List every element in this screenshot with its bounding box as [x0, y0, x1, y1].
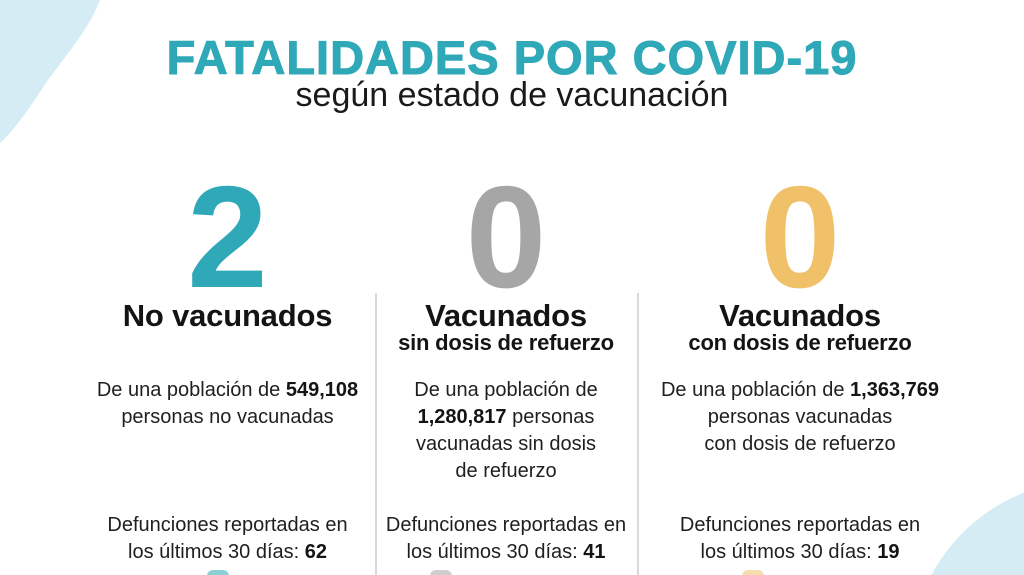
stat-line: Defunciones reportadas en: [107, 514, 348, 536]
stat-line: Defunciones reportadas en: [679, 514, 921, 536]
column-heading: Vacunados: [425, 298, 587, 333]
stat-line: De una población de 1,363,769: [660, 379, 940, 401]
stat-line: De una población de 549,108: [96, 379, 359, 401]
stat-line: de refuerzo: [455, 460, 557, 482]
population-text: [639, 377, 961, 458]
column-heading: Vacunados: [719, 298, 881, 333]
page-title: FATALIDADES POR COVID-19: [166, 31, 858, 84]
column-heading: No vacunados: [122, 298, 333, 333]
cutoff-mark: [207, 570, 229, 575]
stat-line: personas no vacunadas: [121, 406, 334, 428]
stat-column-no-vacunados: [80, 0, 375, 575]
stat-line: los últimos 30 días: 62: [128, 541, 327, 563]
stat-line: con dosis de refuerzo: [704, 433, 896, 455]
cutoff-mark: [430, 570, 452, 575]
stat-line: Defunciones reportadas en: [385, 514, 627, 536]
column-subheading: sin dosis de refuerzo: [398, 330, 614, 355]
fatalities-count: 2: [187, 156, 268, 318]
stat-line: los últimos 30 días: 41: [406, 541, 606, 563]
fatalities-count: 0: [759, 156, 841, 318]
column-subheading: con dosis de refuerzo: [688, 330, 912, 355]
stat-line: los últimos 30 días: 19: [700, 541, 900, 563]
stat-column-vacunados-sin-refuerzo: [377, 0, 635, 575]
stat-line: personas vacunadas: [707, 406, 893, 428]
population-text: [377, 377, 635, 485]
stat-line: vacunadas sin dosis: [415, 433, 597, 455]
deaths-text: [80, 512, 375, 566]
deaths-text: [639, 512, 961, 566]
stat-column-vacunados-con-refuerzo: [639, 0, 961, 575]
stat-line: 1,280,817 personas: [417, 406, 595, 428]
deaths-text: [377, 512, 635, 566]
page-subtitle: según estado de vacunación: [295, 76, 729, 114]
population-text: [80, 377, 375, 431]
fatalities-count: 0: [465, 156, 547, 318]
stat-line: De una población de: [414, 379, 598, 401]
cutoff-mark: [742, 570, 764, 575]
